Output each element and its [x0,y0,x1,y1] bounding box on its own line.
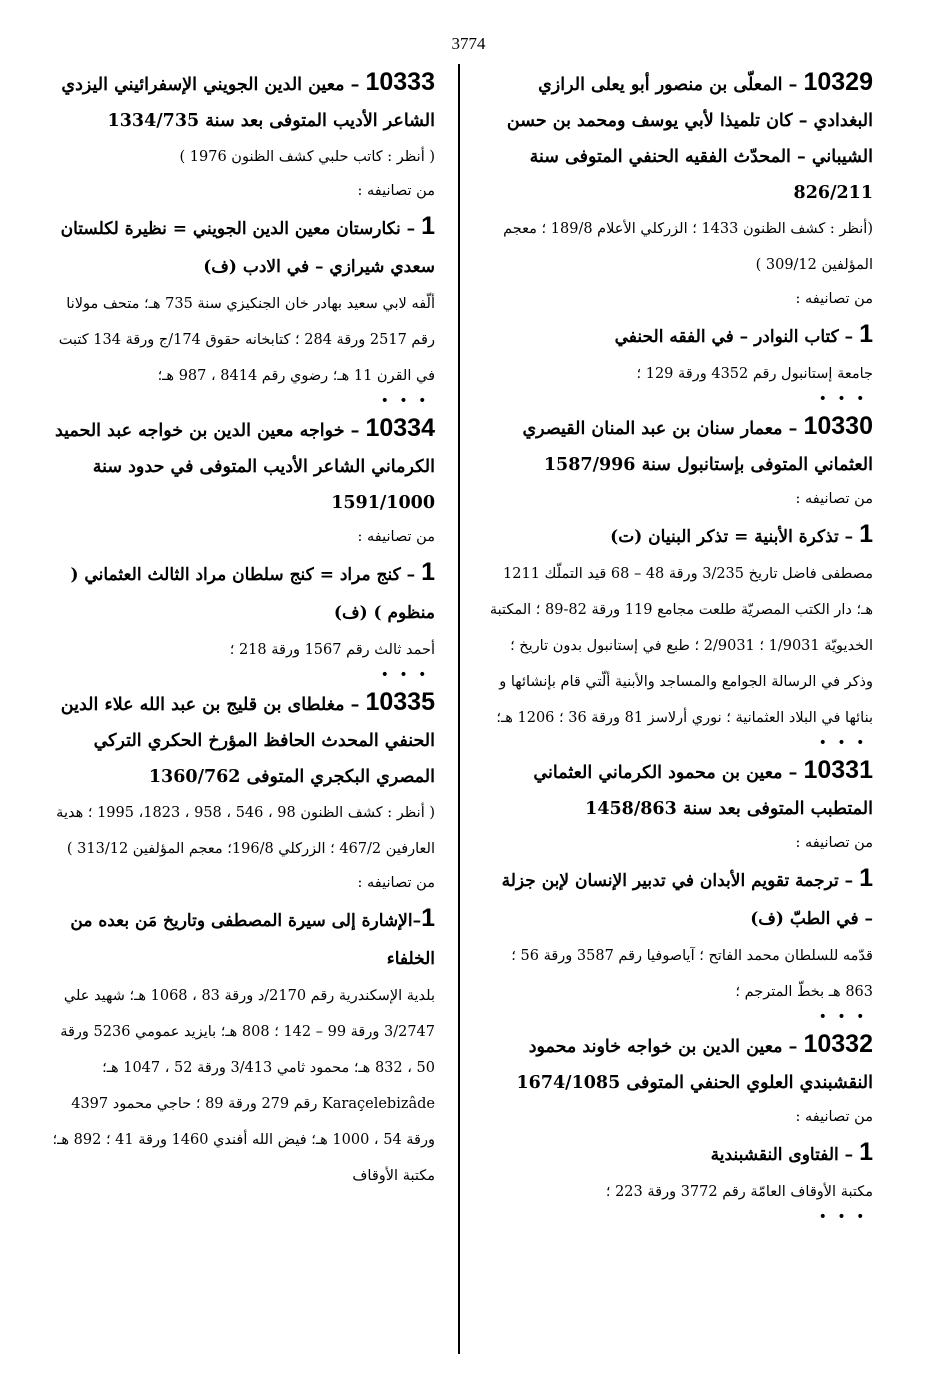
works-label: من تصانيفه : [795,835,873,851]
work-locations: جامعة إستانبول رقم 4352 ورقة 129 ؛ [636,366,873,382]
entry-number: 10330 [803,412,873,440]
entry-10333 [40,64,435,408]
work-title [488,315,873,356]
work-number: 1 [859,520,873,548]
column-divider [458,64,460,1354]
entry-heading [40,64,435,139]
entry-number: 10333 [365,68,435,96]
work-number: 1 [859,1138,873,1166]
works-label: من تصانيفه : [795,491,873,507]
work-number: 1 [421,904,435,932]
entry-10332 [488,1026,873,1224]
works-label: من تصانيفه : [357,529,435,545]
entry-references: (أنظر : كشف الظنون 1433 ؛ الزركلي الأعلام 189/8 ؛ معجم المؤلفين 309/12 ) [503,221,873,273]
entry-10335 [40,684,435,1194]
work-locations: مكتبة الأوقاف العامّة رقم 3772 ورقة 223 ؛ [605,1184,873,1200]
work-title [488,515,873,556]
work-locations: مصطفى فاضل تاريخ 3/235 ورقة 48 – 68 قيد التملّك 1211 هـ؛ دار الكتب المصريّة طلعت مجامع 119 ورقة 82-89 ؛ المكتبة الخديويّة 1/9031 ؛ 2/9031 ؛ طبع في إستانبول بدون تاريخ ؛ وذكر في الرسالة الجوامع والمساجد والأبنية ألّتي قام بإنشائها و بنائها في البلاد العثمانية ؛ نوري أرلاسز 81 ورقة 36 ؛ 1206 هـ؛ [489,566,873,726]
work-name: – تذكرة الأبنية = تذكر البنيان (ت) [610,527,860,547]
work-title [40,207,435,286]
works-label: من تصانيفه : [795,1109,873,1125]
work-title [488,859,873,938]
entry-separator: • • • [380,667,430,683]
entry-10329 [488,64,873,406]
entry-title: – خواجه معين الدين بن خواجه عبد الحميد الكرماني الشاعر الأديب المتوفى في حدود سنة 1591/1000 [54,421,435,513]
entry-title: – معين الدين الجويني الإسفرائيني اليزدي الشاعر الأديب المتوفى بعد سنة 1334/735 [61,75,435,131]
work-name: – نكارستان معين الدين الجويني = نظيرة لكلستان سعدي شيرازي – في الادب (ف) [60,219,435,277]
work-title [40,899,435,978]
work-name: –الإشارة إلى سيرة المصطفى وتاريخ مَن بعده من الخلفاء [70,911,435,969]
entry-number: 10335 [365,688,435,716]
entry-number: 10332 [803,1030,873,1058]
page-number: 3774 [451,34,486,53]
right-column [488,64,873,1226]
work-name: – كتاب النوادر – في الفقه الحنفي [614,327,860,347]
work-name: – كنج مراد = كنج سلطان مراد الثالث العثماني ( منظوم ) (ف) [70,565,435,623]
entry-number: 10334 [365,414,435,442]
entry-title: – معمار سنان بن عبد المنان القيصري العثماني المتوفى بإستانبول سنة 1587/996 [522,419,873,475]
work-number: 1 [421,212,435,240]
entry-title: – معين بن محمود الكرماني العثماني المتطبب المتوفى بعد سنة 1458/863 [533,763,873,819]
works-label: من تصانيفه : [795,291,873,307]
work-number: 1 [421,558,435,586]
entry-10330 [488,408,873,750]
entry-separator: • • • [818,391,868,407]
entry-heading [40,684,435,795]
entry-number: 10329 [803,68,873,96]
entry-heading [40,410,435,521]
left-column [40,64,435,1196]
entry-number: 10331 [803,756,873,784]
work-locations: قدّمه للسلطان محمد الفاتح ؛ آياصوفيا رقم 3587 ورقة 56 ؛ 863 هـ بخطّ المترجم ؛ [511,948,873,1000]
entry-heading [488,64,873,211]
entry-references: ( أنظر : كاتب حلبي كشف الظنون 1976 ) [179,149,435,165]
entry-heading [488,1026,873,1101]
entry-title: – المعلّى بن منصور أبو يعلى الرازي البغدادي – كان تلميذا لأبي يوسف ومحمد بن حسن الشيباني – المحدّث الفقيه الحنفي المتوفى سنة 826/211 [506,75,873,203]
work-locations: بلدية الإسكندرية رقم 2170/د ورقة 83 ، 1068 هـ؛ شهيد علي 3/2747 ورقة 99 – 142 ؛ 808 هـ؛ بايزيد عمومي 5236 ورقة 50 ، 832 هـ؛ محمود ثامي 3/413 ورقة 52 ، 1047 هـ؛ Karaçelebizâde رقم 279 ورقة 89 ؛ حاجي محمود 4397 ورقة 54 ، 1000 هـ؛ فيض الله أفندي 1460 ورقة 41 ؛ 892 هـ؛ مكتبة الأوقاف [52,988,435,1184]
works-label: من تصانيفه : [357,183,435,199]
entry-10331 [488,752,873,1024]
work-number: 1 [859,320,873,348]
entry-10334 [40,410,435,682]
work-name: – ترجمة تقويم الأبدان في تدبير الإنسان لإبن جزلة – في الطبّ (ف) [501,871,873,929]
entry-heading [488,752,873,827]
entry-title: – معين الدين بن خواجه خاوند محمود النقشبندي العلوي الحنفي المتوفى 1674/1085 [516,1037,873,1093]
work-locations: ألّفه لابي سعيد بهادر خان الجنكيزي سنة 735 هـ؛ متحف مولانا رقم 2517 ورقة 284 ؛ كتابخانه حقوق 174/ج ورقة 134 كتبت في القرن 11 هـ؛ رضوي رقم 8414 ، 987 هـ؛ [58,296,435,384]
work-title [40,553,435,632]
works-label: من تصانيفه : [357,875,435,891]
entry-separator: • • • [818,1209,868,1225]
work-locations: أحمد ثالث رقم 1567 ورقة 218 ؛ [229,642,435,658]
entry-references: ( أنظر : كشف الظنون 98 ، 546 ، 958 ، 1823، 1995 ؛ هدية العارفين 467/2 ؛ الزركلي 196/8؛ معجم المؤلفين 313/12 ) [56,805,435,857]
entry-heading [488,408,873,483]
work-name: – الفتاوى النقشبندية [710,1145,860,1165]
entry-title: – مغلطاى بن قليج بن عبد الله علاء الدين الحنفي المحدث الحافظ المؤرخ الحكري التركي المصري البكجري المتوفى 1360/762 [60,695,435,787]
entry-separator: • • • [818,1009,868,1025]
entry-separator: • • • [380,393,430,409]
entry-separator: • • • [818,735,868,751]
work-title [488,1133,873,1174]
work-number: 1 [859,864,873,892]
